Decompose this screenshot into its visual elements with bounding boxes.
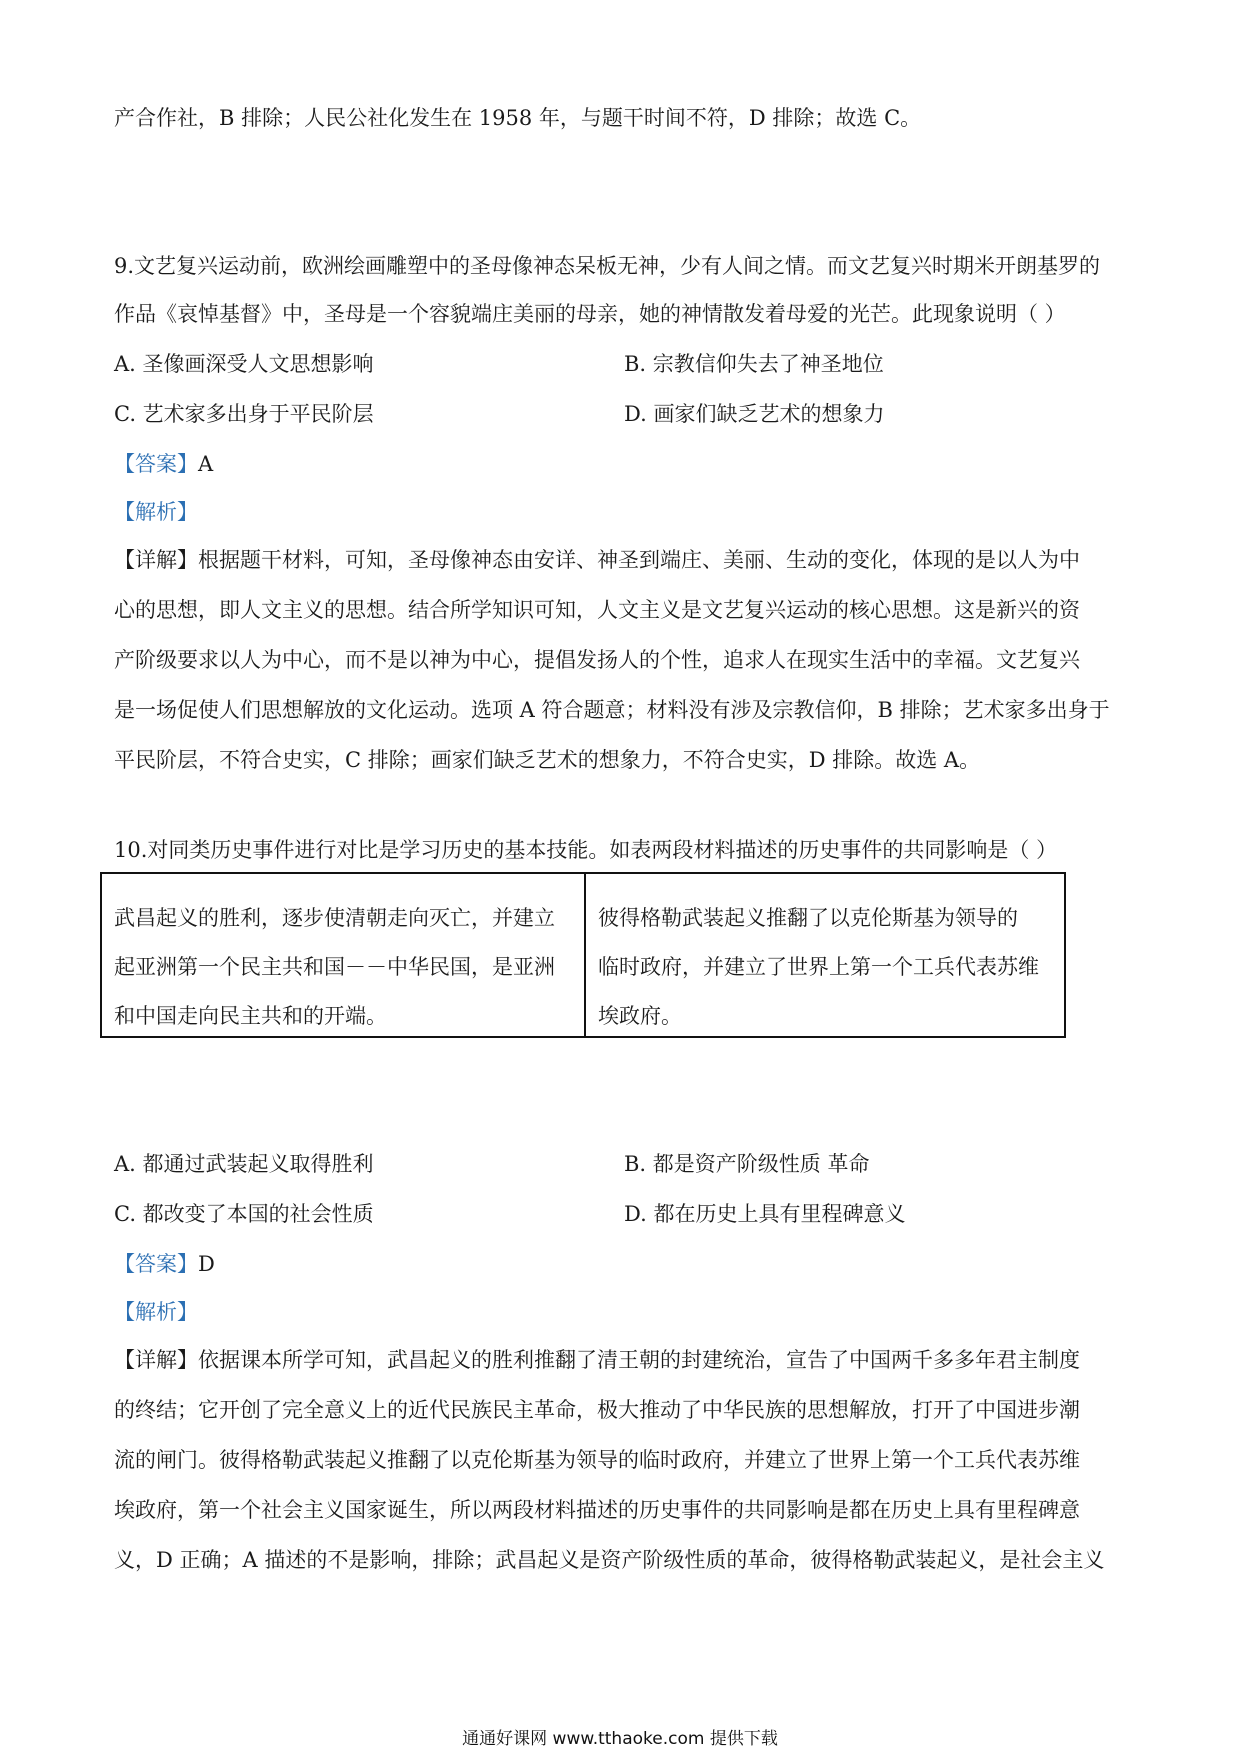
q9-detail-line-1	[114, 546, 1134, 574]
q9-analysis-tag: 【解析】	[114, 500, 198, 524]
q9-detail-line-4: 是一场促使人们思想解放的文化运动。选项 A 符合题意；材料没有涉及宗教信仰，B 排除；艺术家多出身于	[114, 698, 1110, 722]
q9-option-d: D. 画家们缺乏艺术的想象力	[624, 402, 885, 426]
table-right-line: 埃政府。	[598, 1004, 682, 1028]
answer-value: D	[198, 1252, 215, 1276]
q9-detail-line-2: 心的思想，即人文主义的思想。结合所学知识可知，人文主义是文艺复兴运动的核心思想。这是新兴的资	[114, 598, 1080, 622]
table-divider	[584, 874, 586, 1036]
q9-option-c: C. 艺术家多出身于平民阶层	[114, 402, 374, 426]
comparison-table	[100, 872, 1066, 1038]
table-right-line: 临时政府，并建立了世界上第一个工兵代表苏维	[598, 955, 1039, 979]
answer-tag: 【答案】	[114, 452, 198, 476]
table-left-line: 武昌起义的胜利，逐步使清朝走向灭亡，并建立	[114, 906, 555, 930]
q9-detail-line-5: 平民阶层，不符合史实，C 排除；画家们缺乏艺术的想象力，不符合史实，D 排除。故选 A。	[114, 748, 981, 772]
q9-answer	[114, 450, 1134, 478]
detail-text: 根据题干材料，可知，圣母像神态由安详、神圣到端庄、美丽、生动的变化，体现的是以人为中	[198, 548, 1080, 572]
q10-detail-line-1	[114, 1346, 1134, 1374]
q10-answer	[114, 1250, 1134, 1278]
table-cell-left	[114, 894, 580, 1041]
q9-stem-line-1: 9.文艺复兴运动前，欧洲绘画雕塑中的圣母像神态呆板无神，少有人间之情。而文艺复兴时期米开朗基罗的	[114, 254, 1101, 278]
q9-stem-line-2: 作品《哀悼基督》中，圣母是一个容貌端庄美丽的母亲，她的神情散发着母爱的光芒。此现象说明（ ）	[114, 302, 1066, 326]
q10-analysis-tag: 【解析】	[114, 1300, 198, 1324]
q10-detail-line-3: 流的闸门。彼得格勒武装起义推翻了以克伦斯基为领导的临时政府，并建立了世界上第一个工兵代表苏维	[114, 1448, 1080, 1472]
table-right-line: 彼得格勒武装起义推翻了以克伦斯基为领导的	[598, 906, 1018, 930]
detail-text: 依据课本所学可知，武昌起义的胜利推翻了清王朝的封建统治，宣告了中国两千多多年君主制度	[198, 1348, 1080, 1372]
page-footer: 通通好课网 www.tthaoke.com 提供下载	[462, 1729, 778, 1749]
q10-option-c: C. 都改变了本国的社会性质	[114, 1202, 374, 1226]
detail-tag: 【详解】	[114, 548, 198, 572]
q9-option-a: A. 圣像画深受人文思想影响	[114, 352, 374, 376]
intro-line: 产合作社，B 排除；人民公社化发生在 1958 年，与题干时间不符，D 排除；故选 C。	[114, 106, 922, 130]
q10-detail-line-2: 的终结；它开创了完全意义上的近代民族民主革命，极大推动了中华民族的思想解放，打开了中国进步潮	[114, 1398, 1080, 1422]
q10-stem: 10.对同类历史事件进行对比是学习历史的基本技能。如表两段材料描述的历史事件的共同影响是（ ）	[114, 838, 1058, 862]
answer-value: A	[198, 452, 214, 476]
q9-detail-line-3: 产阶级要求以人为中心，而不是以神为中心，提倡发扬人的个性，追求人在现实生活中的幸福。文艺复兴	[114, 648, 1080, 672]
table-cell-right	[598, 894, 1058, 1041]
table-left-line: 起亚洲第一个民主共和国－－中华民国，是亚洲	[114, 955, 555, 979]
q10-option-d: D. 都在历史上具有里程碑意义	[624, 1202, 906, 1226]
answer-tag: 【答案】	[114, 1252, 198, 1276]
q9-option-b: B. 宗教信仰失去了神圣地位	[624, 352, 884, 376]
q10-detail-line-4: 埃政府，第一个社会主义国家诞生，所以两段材料描述的历史事件的共同影响是都在历史上具有里程碑意	[114, 1498, 1080, 1522]
q10-option-b: B. 都是资产阶级性质 革命	[624, 1152, 870, 1176]
table-left-line: 和中国走向民主共和的开端。	[114, 1004, 387, 1028]
q10-detail-line-5: 义，D 正确；A 描述的不是影响，排除；武昌起义是资产阶级性质的革命，彼得格勒武装起义，是社会主义	[114, 1548, 1105, 1572]
q10-option-a: A. 都通过武装起义取得胜利	[114, 1152, 374, 1176]
detail-tag: 【详解】	[114, 1348, 198, 1372]
